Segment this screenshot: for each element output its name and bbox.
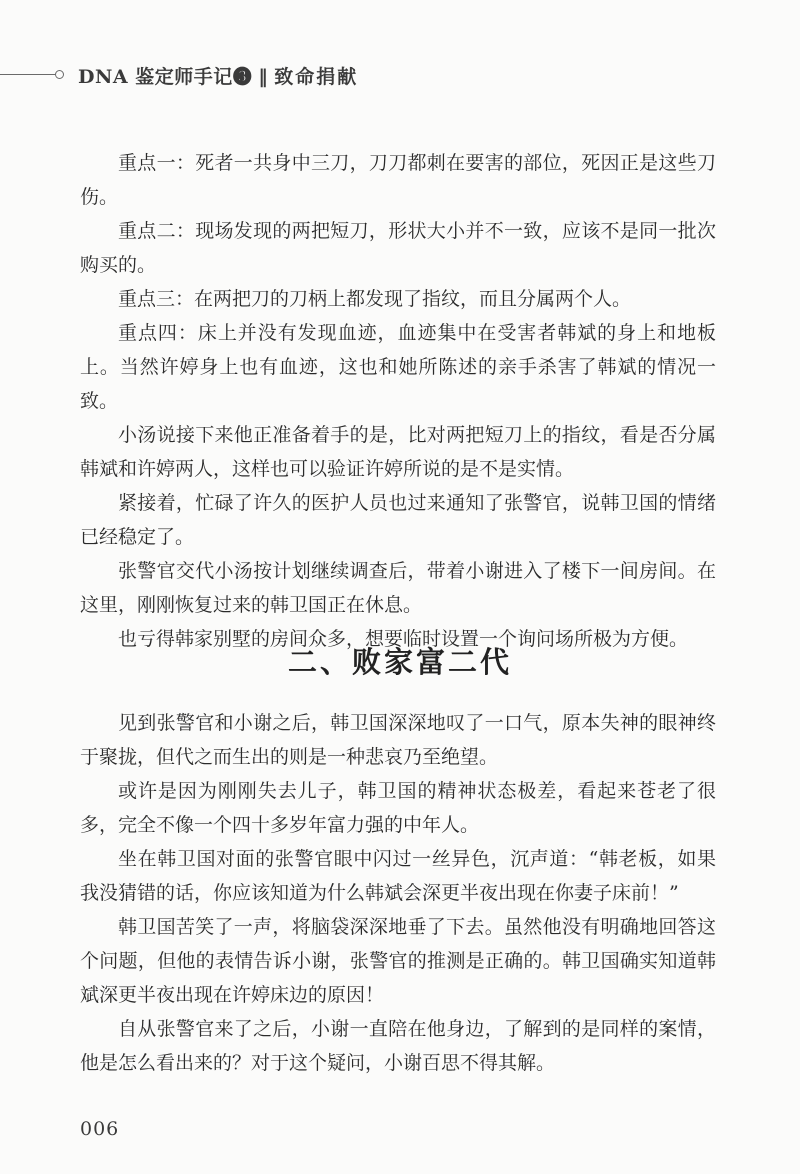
page-number: 006: [80, 1118, 120, 1140]
volume-mark: ❸: [232, 66, 253, 88]
paragraph: 也亏得韩家别墅的房间众多，想要临时设置一个询问场所极为方便。: [118, 628, 689, 650]
paragraph: 坐在韩卫国对面的张警官眼中闪过一丝异色，沉声道：“韩老板，如果我没猜错的话，你应该知道为什么韩斌会深更半夜出现在你妻子床前！”: [80, 848, 716, 904]
running-header: [78, 62, 358, 89]
paragraph: 紧接着，忙碌了许久的医护人员也过来通知了张警官，说韩卫国的情绪已经稳定了。: [80, 492, 716, 548]
book-subtitle: 致命捐献: [274, 66, 359, 88]
body-text-part2: [80, 706, 716, 1080]
section-heading: 二、败家富二代: [287, 645, 512, 679]
paragraph: 张警官交代小汤按计划继续调查后，带着小谢进入了楼下一间房间。在这里，刚刚恢复过来的韩卫国正在休息。: [80, 560, 716, 616]
paragraph: 重点一：死者一共身中三刀，刀刀都刺在要害的部位，死因正是这些刀伤。: [80, 152, 716, 208]
paragraph: 重点三：在两把刀的刀柄上都发现了指纹，而且分属两个人。: [118, 288, 632, 310]
body-text-part1: [80, 146, 716, 656]
paragraph: 见到张警官和小谢之后，韩卫国深深地叹了一口气，原本失神的眼神终于聚拢，但代之而生出的则是一种悲哀乃至绝望。: [80, 712, 716, 768]
header-ornament-icon: [55, 70, 64, 79]
paragraph: 韩卫国苦笑了一声，将脑袋深深地垂了下去。虽然他没有明确地回答这个问题，但他的表情告诉小谢，张警官的推测是正确的。韩卫国确实知道韩斌深更半夜出现在许婷床边的原因！: [80, 916, 716, 1006]
paragraph: 重点四：床上并没有发现血迹，血迹集中在受害者韩斌的身上和地板上。当然许婷身上也有血迹，这也和她所陈述的亲手杀害了韩斌的情况一致。: [80, 322, 716, 412]
header-separator: ‖: [258, 66, 269, 88]
paragraph: 重点二：现场发现的两把短刀，形状大小并不一致，应该不是同一批次购买的。: [80, 220, 716, 276]
book-title: DNA 鉴定师手记: [78, 66, 233, 88]
paragraph: 小汤说接下来他正准备着手的是，比对两把短刀上的指纹，看是否分属韩斌和许婷两人，这样也可以验证许婷所说的是不是实情。: [80, 424, 716, 480]
header-rule: [0, 74, 56, 75]
paragraph: 或许是因为刚刚失去儿子，韩卫国的精神状态极差，看起来苍老了很多，完全不像一个四十多岁年富力强的中年人。: [80, 780, 716, 836]
paragraph: 自从张警官来了之后，小谢一直陪在他身边，了解到的是同样的案情，他是怎么看出来的？对于这个疑问，小谢百思不得其解。: [80, 1018, 716, 1074]
